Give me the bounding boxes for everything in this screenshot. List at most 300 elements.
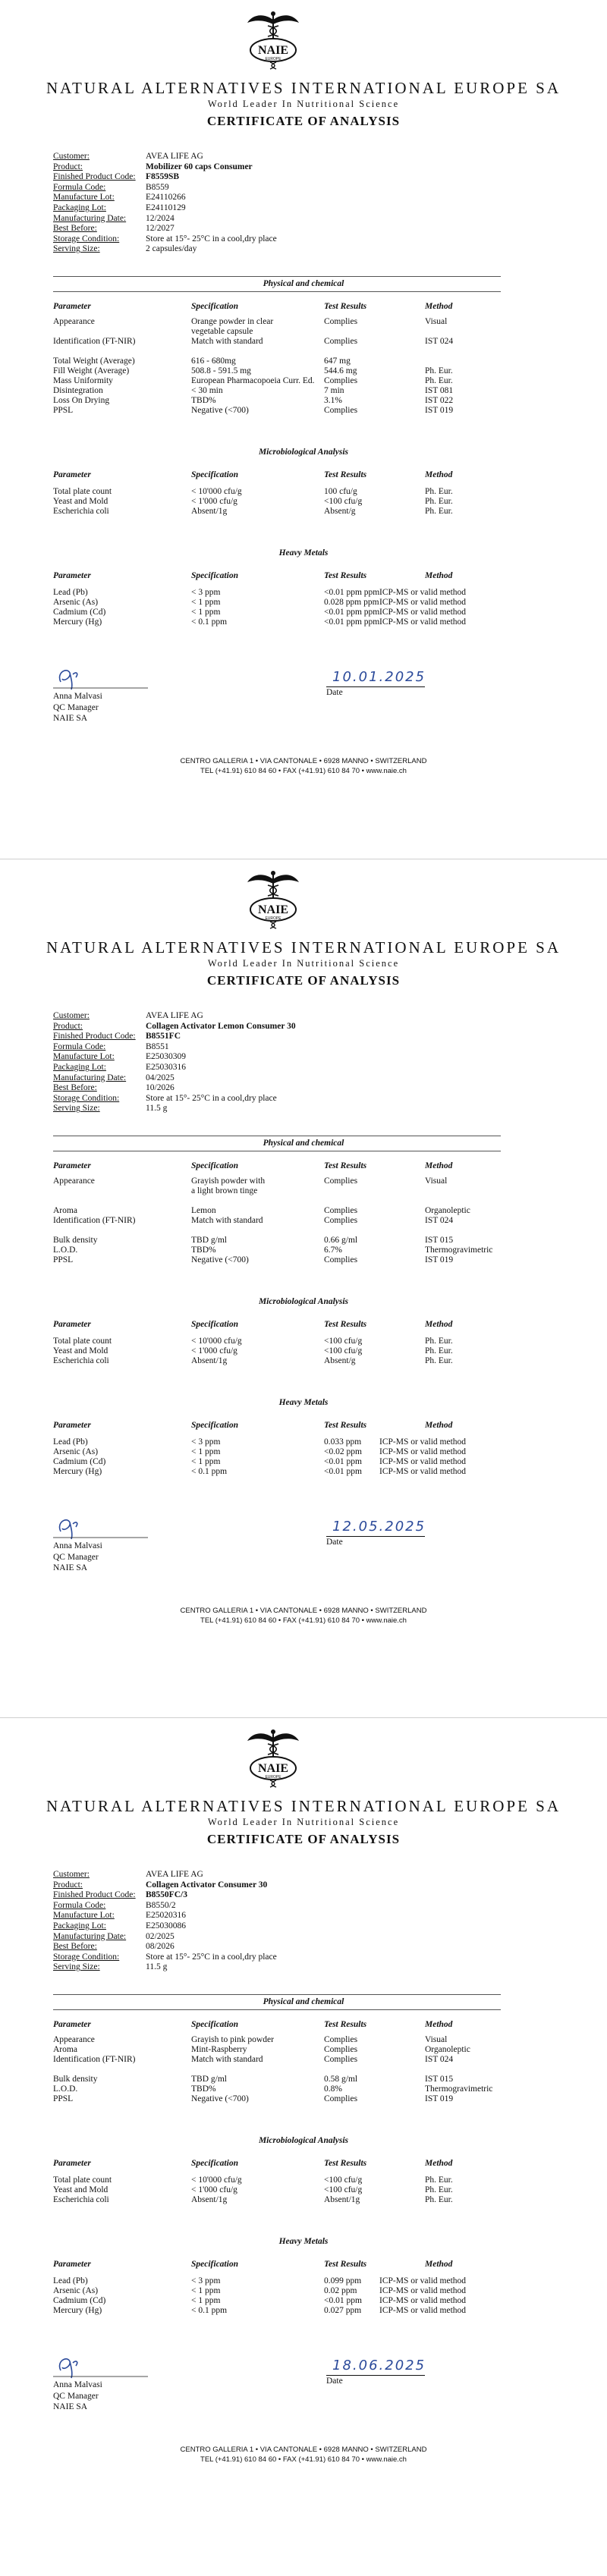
col-parameter: Parameter (53, 470, 91, 479)
label-customer: Customer: (53, 152, 90, 161)
cell-parameter: Escherichia coli (53, 507, 109, 516)
col-results: Test Results (324, 2159, 367, 2168)
value-customer: AVEA LIFE AG (146, 152, 203, 161)
value-product: Mobilizer 60 caps Consumer (146, 162, 253, 171)
cell-parameter: Lead (Pb) (53, 2276, 88, 2285)
cell-parameter: Total plate count (53, 487, 112, 496)
logo-text: NAIE (257, 44, 289, 57)
cell-method: ICP-MS or valid method (379, 1457, 467, 1466)
cell-method: ICP-MS or valid method (379, 2276, 467, 2285)
logo-subtext: EUROPE (265, 1775, 281, 1780)
cell-specification: vegetable capsule (191, 327, 253, 336)
info-row-finished-code (53, 172, 277, 183)
value-best-before: 10/2026 (146, 1083, 175, 1093)
label-formula-code: Formula Code: (53, 1041, 106, 1051)
cell-parameter: Mass Uniformity (53, 376, 113, 385)
cell-method: Ph. Eur. (425, 507, 453, 516)
cell-specification: TBD g/ml (191, 1236, 227, 1245)
cell-result: Complies (324, 1176, 358, 1186)
value-manufacture-lot: E25020316 (146, 1911, 187, 1921)
product-info-block (53, 1870, 277, 1973)
col-specification: Specification (191, 470, 238, 479)
cell-method: Ph. Eur. (425, 2195, 453, 2204)
label-best-before: Best Before: (53, 1083, 97, 1093)
cell-parameter: Appearance (53, 317, 95, 326)
value-formula-code: B8551 (146, 1041, 169, 1051)
cell-parameter: PPSL (53, 406, 74, 415)
label-customer: Customer: (53, 1011, 90, 1020)
cell-specification: < 3 ppm (191, 588, 221, 597)
cell-method: ICP-MS or valid method (379, 1447, 467, 1456)
cell-parameter: Identification (FT-NIR) (53, 337, 136, 346)
cell-method: IST 024 (425, 337, 454, 346)
value-product: Collagen Activator Lemon Consumer 30 (146, 1021, 296, 1031)
cell-specification: Mint-Raspberry (191, 2045, 247, 2054)
tagline: World Leader In Nutritional Science (207, 99, 400, 109)
col-specification: Specification (191, 302, 238, 311)
value-packaging-lot: E25030316 (146, 1062, 187, 1072)
section-title-micro: Microbiological Analysis (258, 2136, 349, 2145)
footer-address: CENTRO GALLERIA 1 • VIA CANTONALE • 6928 MANNO • SWITZERLAND (180, 757, 427, 765)
col-specification: Specification (191, 1320, 238, 1329)
col-results: Test Results (324, 2260, 367, 2269)
section-title-physical: Physical and chemical (263, 1139, 344, 1148)
label-manufacturing-date: Manufacturing Date: (53, 213, 127, 223)
footer-address: CENTRO GALLERIA 1 • VIA CANTONALE • 6928 MANNO • SWITZERLAND (180, 1607, 427, 1615)
cell-specification: Absent/1g (191, 507, 228, 516)
naie-caduceus-logo (243, 870, 304, 932)
cell-result: Complies (324, 406, 358, 415)
info-row-packaging-lot (53, 203, 277, 214)
label-manufacture-lot: Manufacture Lot: (53, 1911, 115, 1921)
cell-method: IST 022 (425, 396, 454, 405)
date-handwritten: 12.05.2025 (332, 1519, 426, 1535)
signer-role: QC Manager (53, 1552, 99, 1562)
cell-method: Ph. Eur. (425, 2185, 453, 2194)
cell-result: 544.6 mg (324, 366, 357, 375)
label-product: Product: (53, 162, 83, 171)
cell-method: IST 015 (425, 1236, 454, 1245)
cell-result: <0.01 ppm ppm (324, 617, 380, 627)
info-row-serving-size (53, 244, 277, 255)
cell-method: ICP-MS or valid method (379, 1467, 467, 1476)
col-method: Method (425, 2020, 453, 2029)
cell-parameter: Cadmium (Cd) (53, 608, 106, 617)
cell-result: <100 cfu/g (324, 1337, 363, 1346)
cell-method: Thermogravimetric (425, 2084, 493, 2094)
value-storage: Store at 15°- 25°C in a cool,dry place (146, 234, 277, 243)
value-storage: Store at 15°- 25°C in a cool,dry place (146, 1093, 277, 1103)
cell-result: Absent/1g (324, 2195, 360, 2204)
product-info-block (53, 152, 277, 255)
cell-parameter: Cadmium (Cd) (53, 1457, 106, 1466)
cell-parameter: Mercury (Hg) (53, 1467, 102, 1476)
cell-parameter: L.O.D. (53, 1246, 78, 1255)
value-formula-code: B8559 (146, 182, 169, 192)
footer (0, 2445, 607, 2464)
info-row-customer (53, 1870, 277, 1880)
info-row-manufacturing-date (53, 1073, 296, 1084)
cell-parameter: Total plate count (53, 2175, 112, 2185)
certificate-title: CERTIFICATE OF ANALYSIS (206, 973, 401, 988)
cell-result: <100 cfu/g (324, 2185, 363, 2194)
info-row-formula-code (53, 183, 277, 193)
logo-text: NAIE (257, 1762, 289, 1775)
organization-name: NATURAL ALTERNATIVES INTERNATIONAL EUROPE SA (46, 1797, 561, 1815)
info-row-product (53, 1880, 277, 1891)
value-serving-size: 2 capsules/day (146, 244, 197, 254)
cell-parameter: Fill Weight (Average) (53, 366, 130, 375)
info-row-customer (53, 152, 277, 162)
section-title-metals: Heavy Metals (278, 2237, 329, 2246)
info-row-best-before (53, 1942, 277, 1952)
section-title-physical: Physical and chemical (263, 279, 344, 288)
cell-parameter: Disintegration (53, 386, 103, 395)
cell-result: <0.01 ppm (324, 1457, 362, 1466)
label-manufacturing-date: Manufacturing Date: (53, 1073, 127, 1082)
cell-result: 0.099 ppm (324, 2276, 362, 2285)
cell-specification: TBD% (191, 2084, 216, 2094)
label-finished-code: Finished Product Code: (53, 172, 136, 182)
label-product: Product: (53, 1880, 83, 1890)
cell-result: <100 cfu/g (324, 1346, 363, 1356)
cell-specification: Orange powder in clear (191, 317, 274, 326)
col-specification: Specification (191, 1161, 238, 1170)
info-row-manufacture-lot (53, 1052, 296, 1063)
cell-parameter: Bulk density (53, 2075, 98, 2084)
info-row-storage (53, 1952, 277, 1963)
cell-method: ICP-MS or valid method (379, 608, 467, 617)
date-label: Date (326, 688, 343, 697)
cell-result: <0.01 ppm (324, 2296, 362, 2305)
cell-specification: < 30 min (191, 386, 223, 395)
cell-result: Complies (324, 2045, 358, 2054)
value-finished-code: B8550FC/3 (146, 1890, 187, 1900)
info-row-finished-code (53, 1032, 296, 1042)
logo-subtext: EUROPE (265, 57, 281, 61)
cell-method: Organoleptic (425, 2045, 470, 2054)
tagline: World Leader In Nutritional Science (207, 958, 400, 969)
cell-result: <0.01 ppm ppm (324, 608, 380, 617)
label-best-before: Best Before: (53, 224, 97, 234)
footer-contact: TEL (+41.91) 610 84 60 • FAX (+41.91) 610 84 70 • www.naie.ch (200, 767, 407, 775)
cell-method: ICP-MS or valid method (379, 617, 467, 627)
cell-result: 3.1% (324, 396, 342, 405)
label-storage: Storage Condition: (53, 1952, 120, 1962)
cell-specification: European Pharmacopoeia Curr. Ed. (191, 376, 315, 385)
info-row-customer (53, 1011, 296, 1022)
value-customer: AVEA LIFE AG (146, 1011, 203, 1020)
info-row-serving-size (53, 1962, 277, 1973)
tagline: World Leader In Nutritional Science (207, 1817, 400, 1827)
value-best-before: 08/2026 (146, 1942, 175, 1952)
value-customer: AVEA LIFE AG (146, 1870, 203, 1879)
cell-parameter: Arsenic (As) (53, 598, 99, 607)
label-finished-code: Finished Product Code: (53, 1032, 136, 1041)
footer-contact: TEL (+41.91) 610 84 60 • FAX (+41.91) 610 84 70 • www.naie.ch (200, 2455, 407, 2464)
label-best-before: Best Before: (53, 1942, 97, 1952)
cell-specification: < 1'000 cfu/g (191, 497, 237, 506)
col-results: Test Results (324, 571, 367, 580)
signer-company: NAIE SA (53, 714, 88, 723)
cell-method: Visual (425, 1176, 448, 1186)
col-specification: Specification (191, 2260, 238, 2269)
info-row-finished-code (53, 1890, 277, 1901)
cell-specification: < 1'000 cfu/g (191, 1346, 237, 1356)
cell-method: Organoleptic (425, 1206, 470, 1215)
col-method: Method (425, 1320, 453, 1329)
cell-result: 6.7% (324, 1246, 342, 1255)
cell-specification: < 1 ppm (191, 598, 221, 607)
cell-method: Ph. Eur. (425, 2175, 453, 2185)
cell-method: Ph. Eur. (425, 366, 453, 375)
naie-caduceus-logo (243, 1729, 304, 1791)
cell-specification: < 10'000 cfu/g (191, 2175, 242, 2185)
value-manufacture-lot: E24110266 (146, 193, 186, 203)
cell-specification: TBD% (191, 396, 216, 405)
cell-result: 0.033 ppm (324, 1437, 362, 1447)
info-row-packaging-lot (53, 1921, 277, 1932)
value-finished-code: B8551FC (146, 1032, 181, 1041)
signer-company: NAIE SA (53, 1563, 88, 1572)
label-manufacturing-date: Manufacturing Date: (53, 1931, 127, 1941)
organization-name: NATURAL ALTERNATIVES INTERNATIONAL EUROPE SA (46, 79, 561, 97)
col-results: Test Results (324, 470, 367, 479)
cell-specification: < 3 ppm (191, 2276, 221, 2285)
cell-method: ICP-MS or valid method (379, 588, 467, 597)
label-storage: Storage Condition: (53, 234, 120, 243)
cell-specification: Negative (<700) (191, 2094, 249, 2103)
cell-method: ICP-MS or valid method (379, 2306, 467, 2315)
info-row-storage (53, 234, 277, 245)
section-divider (53, 276, 501, 277)
cell-method: IST 081 (425, 386, 454, 395)
label-manufacture-lot: Manufacture Lot: (53, 193, 115, 203)
signer-block (53, 2380, 102, 2413)
cell-result: 647 mg (324, 357, 351, 366)
cell-parameter: Lead (Pb) (53, 588, 88, 597)
cell-specification: Negative (<700) (191, 1255, 249, 1264)
cell-specification: < 0.1 ppm (191, 2306, 228, 2315)
cell-result: Complies (324, 2094, 358, 2103)
cell-specification: Absent/1g (191, 1356, 228, 1365)
section-divider (53, 291, 501, 292)
cell-specification: < 0.1 ppm (191, 617, 228, 627)
handwritten-signature (53, 2354, 152, 2380)
section-title-micro: Microbiological Analysis (258, 1297, 349, 1306)
cell-specification: Match with standard (191, 2055, 263, 2064)
cell-parameter: Loss On Drying (53, 396, 110, 405)
col-method: Method (425, 2260, 453, 2269)
col-parameter: Parameter (53, 1161, 91, 1170)
section-title-micro: Microbiological Analysis (258, 448, 349, 457)
cell-method: Thermogravimetric (425, 1246, 493, 1255)
cell-parameter: PPSL (53, 2094, 74, 2103)
cell-result: 100 cfu/g (324, 487, 357, 496)
cell-method: IST 024 (425, 2055, 454, 2064)
cell-result: 0.027 ppm (324, 2306, 362, 2315)
cell-method: ICP-MS or valid method (379, 2296, 467, 2305)
cell-result: <0.01 ppm (324, 1467, 362, 1476)
value-manufacturing-date: 02/2025 (146, 1931, 175, 1941)
date-handwritten: 18.06.2025 (332, 2358, 426, 2373)
cell-parameter: Yeast and Mold (53, 2185, 109, 2194)
col-method: Method (425, 1161, 453, 1170)
cell-result: Complies (324, 337, 358, 346)
info-row-best-before (53, 224, 277, 234)
cell-parameter: Bulk density (53, 1236, 98, 1245)
label-serving-size: Serving Size: (53, 1104, 100, 1114)
cell-specification: Match with standard (191, 1216, 263, 1225)
signer-block (53, 1541, 102, 1574)
cell-specification: 508.8 - 591.5 mg (191, 366, 251, 375)
product-info-block (53, 1011, 296, 1114)
label-customer: Customer: (53, 1870, 90, 1879)
cell-method: Visual (425, 317, 448, 326)
signer-role: QC Manager (53, 702, 99, 712)
logo-subtext: EUROPE (265, 916, 281, 921)
certificate-title: CERTIFICATE OF ANALYSIS (206, 114, 401, 128)
cell-result: Complies (324, 1206, 358, 1215)
cell-specification: Absent/1g (191, 2195, 228, 2204)
cell-specification: < 0.1 ppm (191, 1467, 228, 1476)
cell-specification: Grayish powder with (191, 1176, 266, 1186)
logo-text: NAIE (257, 903, 289, 916)
cell-result: Absent/g (324, 507, 356, 516)
date-label: Date (326, 2377, 343, 2386)
cell-method: ICP-MS or valid method (379, 1437, 467, 1447)
col-specification: Specification (191, 2159, 238, 2168)
cell-specification: Lemon (191, 1206, 216, 1215)
value-serving-size: 11.5 g (146, 1104, 168, 1114)
cell-specification: 616 - 680mg (191, 357, 236, 366)
cell-specification: < 1 ppm (191, 2286, 221, 2295)
label-serving-size: Serving Size: (53, 1962, 100, 1972)
cell-parameter: Escherichia coli (53, 1356, 109, 1365)
value-manufacturing-date: 04/2025 (146, 1073, 175, 1082)
cell-specification: Negative (<700) (191, 406, 249, 415)
cell-result: Complies (324, 317, 358, 326)
footer-address: CENTRO GALLERIA 1 • VIA CANTONALE • 6928 MANNO • SWITZERLAND (180, 2446, 427, 2454)
date-line (326, 1536, 425, 1537)
value-best-before: 12/2027 (146, 224, 175, 234)
cell-result: <0.02 ppm (324, 1447, 362, 1456)
cell-parameter: Yeast and Mold (53, 497, 109, 506)
cell-method: IST 015 (425, 2075, 454, 2084)
col-parameter: Parameter (53, 571, 91, 580)
value-serving-size: 11.5 g (146, 1962, 168, 1972)
label-formula-code: Formula Code: (53, 182, 106, 192)
col-parameter: Parameter (53, 302, 91, 311)
cell-result: 0.66 g/ml (324, 1236, 358, 1245)
cell-method: IST 019 (425, 1255, 454, 1264)
col-results: Test Results (324, 1421, 367, 1430)
signer-name: Anna Malvasi (53, 2380, 102, 2389)
cell-specification: < 1 ppm (191, 1447, 221, 1456)
cell-specification: < 1 ppm (191, 1457, 221, 1466)
cell-parameter: Yeast and Mold (53, 1346, 109, 1356)
signer-role: QC Manager (53, 2391, 99, 2401)
cell-specification: < 1 ppm (191, 608, 221, 617)
cell-result: <100 cfu/g (324, 497, 363, 506)
value-storage: Store at 15°- 25°C in a cool,dry place (146, 1952, 277, 1962)
info-row-serving-size (53, 1104, 296, 1114)
cell-result: Complies (324, 2055, 358, 2064)
col-method: Method (425, 2159, 453, 2168)
col-results: Test Results (324, 1161, 367, 1170)
col-parameter: Parameter (53, 1320, 91, 1329)
info-row-manufacturing-date (53, 214, 277, 225)
info-row-storage (53, 1094, 296, 1104)
cell-parameter: Total plate count (53, 1337, 112, 1346)
cell-method: Ph. Eur. (425, 1346, 453, 1356)
cell-result: Complies (324, 1255, 358, 1264)
footer (0, 1606, 607, 1626)
info-row-formula-code (53, 1042, 296, 1053)
col-specification: Specification (191, 571, 238, 580)
cell-method: Ph. Eur. (425, 497, 453, 506)
certificate-page (0, 0, 607, 859)
cell-specification: < 1'000 cfu/g (191, 2185, 237, 2194)
cell-parameter: Arsenic (As) (53, 1447, 99, 1456)
cell-result: Complies (324, 1216, 358, 1225)
cell-parameter: Mercury (Hg) (53, 2306, 102, 2315)
value-formula-code: B8550/2 (146, 1900, 176, 1910)
value-manufacturing-date: 12/2024 (146, 213, 175, 223)
cell-parameter: Cadmium (Cd) (53, 2296, 106, 2305)
cell-specification: TBD% (191, 1246, 216, 1255)
col-parameter: Parameter (53, 1421, 91, 1430)
label-serving-size: Serving Size: (53, 244, 100, 254)
cell-result: Complies (324, 2035, 358, 2044)
col-method: Method (425, 302, 453, 311)
cell-parameter: Aroma (53, 1206, 77, 1215)
col-method: Method (425, 470, 453, 479)
cell-result: 0.8% (324, 2084, 342, 2094)
cell-specification: < 3 ppm (191, 1437, 221, 1447)
cell-specification: < 10'000 cfu/g (191, 487, 242, 496)
value-finished-code: F8559SB (146, 172, 180, 182)
label-packaging-lot: Packaging Lot: (53, 203, 106, 212)
col-specification: Specification (191, 2020, 238, 2029)
col-method: Method (425, 1421, 453, 1430)
section-divider (53, 1994, 501, 1995)
cell-method: ICP-MS or valid method (379, 2286, 467, 2295)
cell-parameter: Aroma (53, 2045, 77, 2054)
cell-method: Ph. Eur. (425, 1356, 453, 1365)
col-specification: Specification (191, 1421, 238, 1430)
signer-company: NAIE SA (53, 2402, 88, 2411)
cell-method: Ph. Eur. (425, 376, 453, 385)
cell-method: IST 019 (425, 406, 454, 415)
section-title-metals: Heavy Metals (278, 1398, 329, 1407)
signer-name: Anna Malvasi (53, 1541, 102, 1550)
naie-caduceus-logo (243, 11, 304, 73)
certificate-title: CERTIFICATE OF ANALYSIS (206, 1832, 401, 1846)
cell-parameter: Mercury (Hg) (53, 617, 102, 627)
label-formula-code: Formula Code: (53, 1900, 106, 1910)
info-row-manufacturing-date (53, 1932, 277, 1943)
cell-parameter: Appearance (53, 1176, 95, 1186)
cell-method: Visual (425, 2035, 448, 2044)
info-row-formula-code (53, 1901, 277, 1912)
cell-result: 0.02 ppm (324, 2286, 357, 2295)
col-results: Test Results (324, 302, 367, 311)
col-parameter: Parameter (53, 2159, 91, 2168)
section-title-physical: Physical and chemical (263, 1997, 344, 2006)
cell-parameter: Identification (FT-NIR) (53, 1216, 136, 1225)
handwritten-signature (53, 665, 152, 691)
